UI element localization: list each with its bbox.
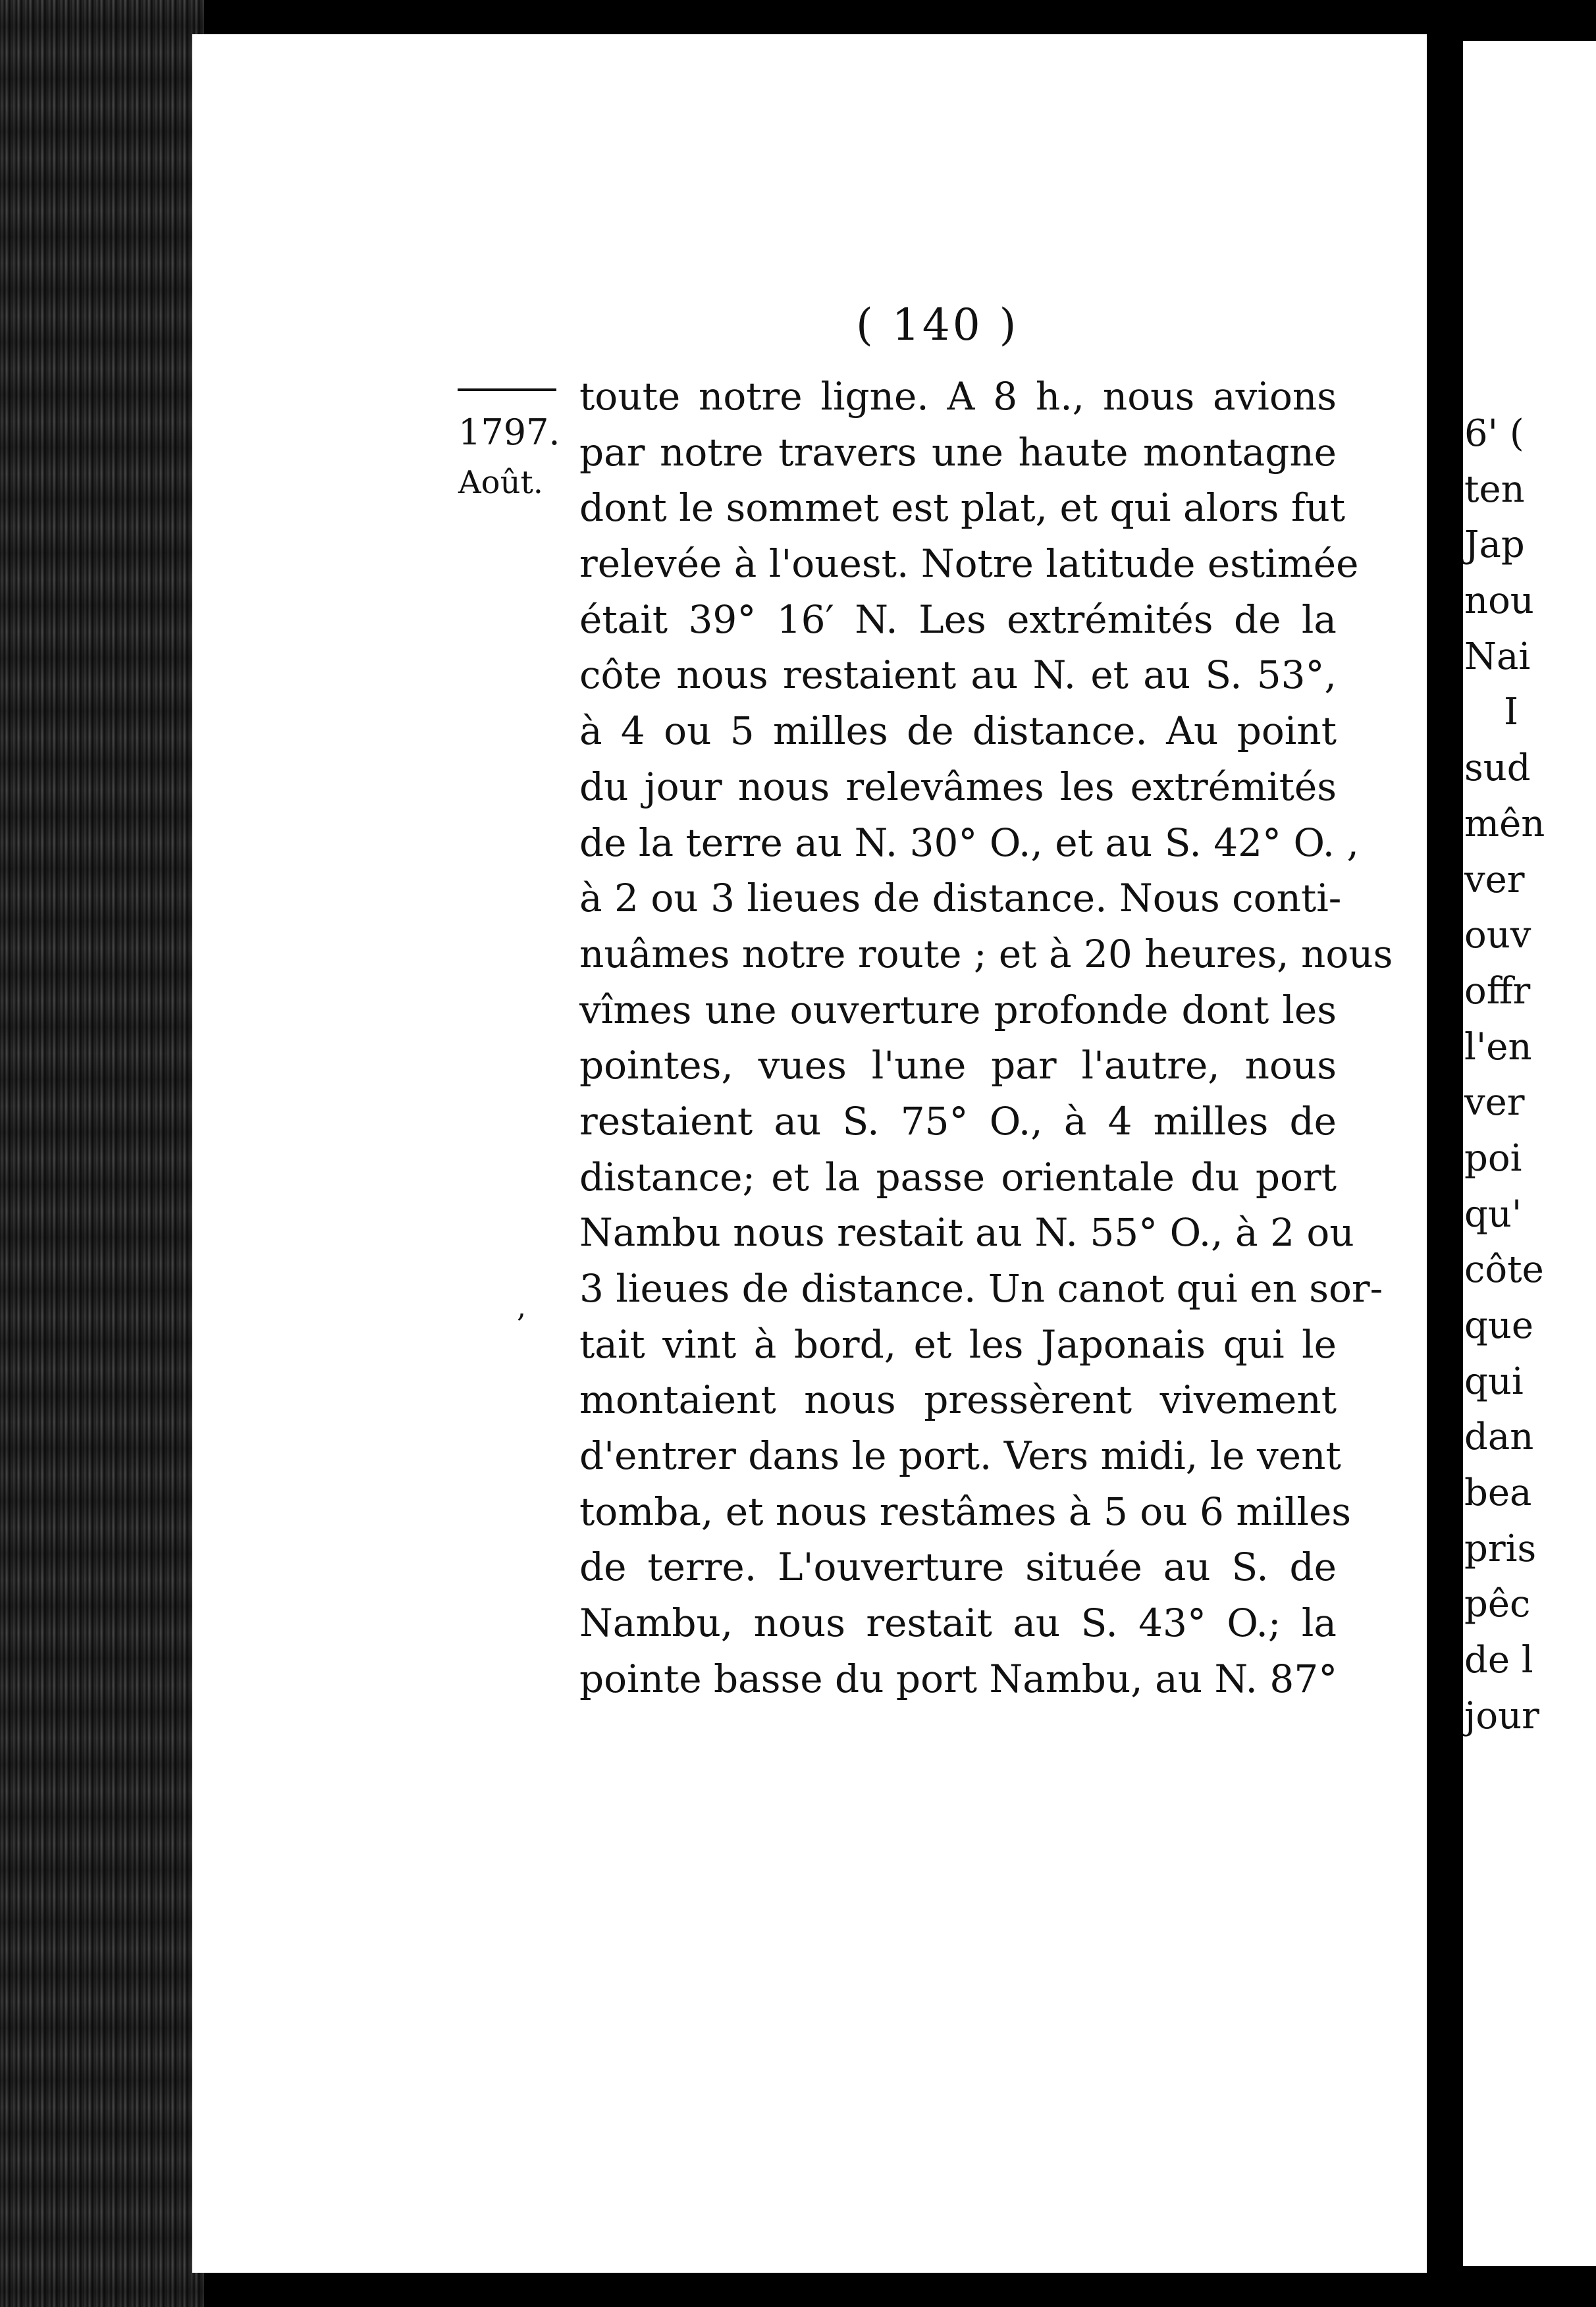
facing-line: sud bbox=[1464, 747, 1531, 790]
facing-line: dan bbox=[1464, 1416, 1534, 1459]
text-line: relevée à l'ouest. Notre latitude estimée bbox=[579, 541, 1359, 587]
facing-line: offr bbox=[1464, 969, 1531, 1013]
facing-line: nou bbox=[1464, 579, 1534, 623]
text-line: Nambu nous restait au N. 55° O., à 2 ou bbox=[579, 1210, 1354, 1256]
body-text bbox=[579, 369, 1393, 1707]
text-line: restaient au S. 75° O., à 4 milles de bbox=[579, 1098, 1337, 1144]
facing-line: mên bbox=[1464, 802, 1545, 845]
text-line: à 2 ou 3 lieues de distance. Nous conti- bbox=[579, 876, 1342, 921]
text-line: à 4 ou 5 milles de distance. Au point bbox=[579, 708, 1337, 754]
text-line: d'entrer dans le port. Vers midi, le vent bbox=[579, 1433, 1341, 1479]
margin-year: 1797. bbox=[458, 411, 560, 453]
facing-line: que bbox=[1464, 1304, 1534, 1347]
text-line: toute notre ligne. A 8 h., nous avions bbox=[579, 374, 1337, 419]
text-line: vîmes une ouverture profonde dont les bbox=[579, 987, 1337, 1032]
page-gutter bbox=[1427, 34, 1463, 2273]
text-line: dont le sommet est plat, et qui alors fut bbox=[579, 485, 1346, 531]
text-line: Nambu, nous restait au S. 43° O.; la bbox=[579, 1601, 1337, 1646]
facing-line: côte bbox=[1464, 1248, 1544, 1292]
facing-line: ouv bbox=[1464, 914, 1531, 957]
facing-line: ver bbox=[1464, 1081, 1525, 1125]
facing-line: pêc bbox=[1464, 1583, 1531, 1626]
facing-line: bea bbox=[1464, 1472, 1532, 1515]
text-line: de la terre au N. 30° O., et au S. 42° O. , bbox=[579, 820, 1359, 865]
text-line: tait vint à bord, et les Japonais qui le bbox=[579, 1321, 1337, 1367]
facing-line: I bbox=[1504, 691, 1519, 734]
facing-line: de l bbox=[1464, 1639, 1533, 1682]
page-number: ( 140 ) bbox=[856, 300, 1019, 350]
facing-line: qu' bbox=[1464, 1192, 1522, 1236]
text-line: était 39° 16′ N. Les extrémités de la bbox=[579, 597, 1337, 642]
facing-line: Jap bbox=[1464, 523, 1525, 567]
text-line: du jour nous relevâmes les extrémités bbox=[579, 764, 1337, 809]
text-line: tomba, et nous restâmes à 5 ou 6 milles bbox=[579, 1489, 1352, 1534]
margin-month: Août. bbox=[458, 464, 544, 501]
text-line: montaient nous pressèrent vivement bbox=[579, 1377, 1337, 1423]
facing-line: jour bbox=[1464, 1694, 1539, 1737]
text-line: distance; et la passe orientale du port bbox=[579, 1154, 1337, 1200]
text-line: 3 lieues de distance. Un canot qui en sor- bbox=[579, 1266, 1383, 1311]
facing-page bbox=[1463, 41, 1596, 2266]
text-line: pointes, vues l'une par l'autre, nous bbox=[579, 1043, 1337, 1088]
text-line: de terre. L'ouverture située au S. de bbox=[579, 1545, 1337, 1590]
text-line: nuâmes notre route ; et à 20 heures, nous bbox=[579, 931, 1393, 976]
facing-line: 6' ( bbox=[1464, 412, 1524, 455]
facing-line: pris bbox=[1464, 1527, 1537, 1570]
facing-line: ver bbox=[1464, 858, 1525, 901]
facing-line: ten bbox=[1464, 467, 1525, 511]
facing-line: Nai bbox=[1464, 635, 1531, 678]
text-line: par notre travers une haute montagne bbox=[579, 429, 1337, 475]
text-line: pointe basse du port Nambu, au N. 87° bbox=[579, 1656, 1338, 1701]
facing-line: l'en bbox=[1464, 1025, 1532, 1069]
spine-shading bbox=[0, 0, 204, 2307]
facing-text bbox=[1464, 406, 1545, 1745]
facing-line: poi bbox=[1464, 1136, 1522, 1180]
margin-rule bbox=[458, 388, 556, 391]
text-line: côte nous restaient au N. et au S. 53°, bbox=[579, 652, 1337, 698]
margin-mark: , bbox=[517, 1290, 526, 1324]
facing-line: qui bbox=[1464, 1360, 1524, 1403]
